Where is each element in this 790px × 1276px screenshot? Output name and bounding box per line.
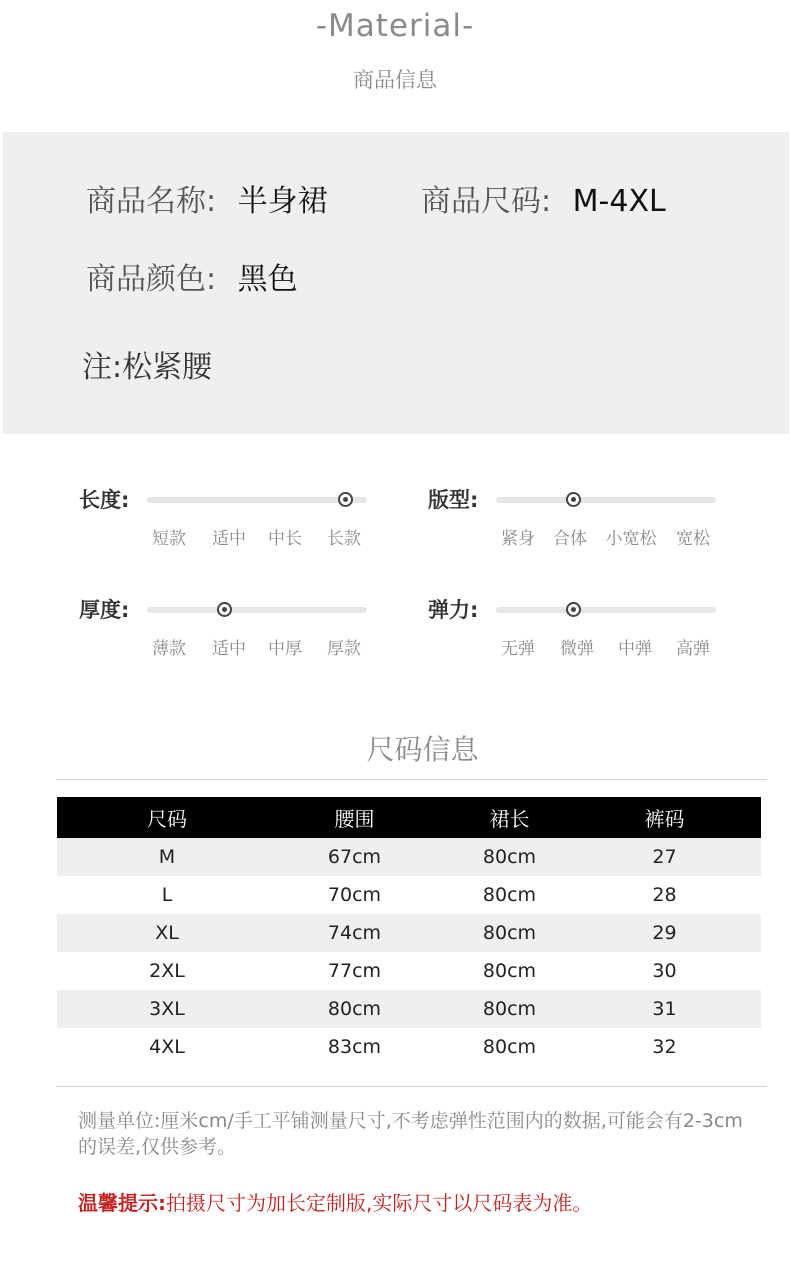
table-cell: L xyxy=(161,884,173,906)
attribute-track xyxy=(147,607,367,613)
attribute-thickness xyxy=(79,594,429,659)
product-color-label: 商品颜色: xyxy=(86,262,217,297)
material-title: -Material- xyxy=(315,8,475,44)
column-header-size: 尺码 xyxy=(57,797,277,838)
table-cell: 80cm xyxy=(482,960,537,982)
table-cell: 30 xyxy=(652,960,677,982)
table-row xyxy=(57,914,761,952)
attribute-option: 适中 xyxy=(212,639,246,659)
attribute-option: 薄款 xyxy=(152,639,186,659)
attribute-elasticity xyxy=(428,594,778,659)
warm-tip-text: 拍摄尺寸为加长定制版,实际尺寸以尺码表为准。 xyxy=(166,1191,593,1215)
table-cell: 70cm xyxy=(327,884,382,906)
attribute-marker xyxy=(217,602,232,617)
attribute-option: 中弹 xyxy=(618,639,652,659)
table-cell: 74cm xyxy=(277,914,432,952)
table-cell: 27 xyxy=(587,838,742,876)
size-table-header xyxy=(57,797,761,838)
table-cell: 4XL xyxy=(149,1036,185,1058)
attribute-track xyxy=(147,497,367,503)
attribute-option: 适中 xyxy=(212,529,246,549)
attribute-option: 小宽松 xyxy=(605,529,657,549)
warm-tip-label: 温馨提示: xyxy=(78,1191,166,1215)
attribute-marker xyxy=(566,602,581,617)
table-row xyxy=(57,952,761,990)
table-cell: 2XL xyxy=(149,960,185,982)
attribute-label: 厚度: xyxy=(79,598,130,622)
size-table xyxy=(57,797,761,1066)
table-cell: 3XL xyxy=(57,990,277,1028)
table-cell: 80cm xyxy=(432,990,587,1028)
attribute-option: 宽松 xyxy=(676,529,710,549)
product-color-row xyxy=(86,254,298,298)
attribute-option: 长款 xyxy=(327,529,361,549)
product-name-value: 半身裙 xyxy=(237,184,328,219)
attribute-option: 无弹 xyxy=(501,639,535,659)
table-cell: 29 xyxy=(587,914,742,952)
attribute-label: 版型: xyxy=(428,488,479,512)
attribute-marker xyxy=(566,492,581,507)
table-cell: M xyxy=(57,838,277,876)
attribute-option: 短款 xyxy=(152,529,186,549)
attribute-track xyxy=(496,497,716,503)
table-cell: 28 xyxy=(652,884,677,906)
product-info-subtitle: 商品信息 xyxy=(353,68,437,92)
attribute-fit xyxy=(428,484,778,549)
table-cell: 31 xyxy=(587,990,742,1028)
product-size-value: M-4XL xyxy=(572,184,666,219)
product-name-label: 商品名称: xyxy=(86,184,217,219)
attribute-marker xyxy=(338,492,353,507)
product-size-label: 商品尺码: xyxy=(421,184,552,219)
product-color-value: 黑色 xyxy=(237,262,298,297)
measurement-note: 测量单位:厘米cm/手工平铺测量尺寸,不考虑弹性范围内的数据,可能会有2-3cm的误差,仅供参考。 xyxy=(78,1110,743,1158)
product-name-row xyxy=(86,176,328,220)
column-header-skirt-length: 裙长 xyxy=(432,797,587,838)
attribute-option: 合体 xyxy=(553,529,587,549)
attribute-length xyxy=(79,484,429,549)
product-note: 注:松紧腰 xyxy=(82,350,213,385)
attribute-option: 高弹 xyxy=(676,639,710,659)
table-row xyxy=(57,1028,761,1066)
attribute-track xyxy=(496,607,716,613)
table-cell: 67cm xyxy=(277,838,432,876)
attribute-option: 中厚 xyxy=(268,639,302,659)
table-cell: 80cm xyxy=(482,884,537,906)
size-info-title: 尺码信息 xyxy=(366,733,479,766)
table-cell: 32 xyxy=(652,1036,677,1058)
warm-tip xyxy=(78,1187,592,1216)
table-cell: 80cm xyxy=(482,1036,537,1058)
table-cell: XL xyxy=(57,914,277,952)
product-size-row xyxy=(421,176,666,220)
attribute-label: 长度: xyxy=(79,488,130,512)
table-cell: 83cm xyxy=(327,1036,382,1058)
table-row xyxy=(57,838,761,876)
table-row xyxy=(57,876,761,914)
table-row xyxy=(57,990,761,1028)
attribute-option: 紧身 xyxy=(501,529,535,549)
attribute-label: 弹力: xyxy=(428,598,479,622)
column-header-pants-size: 裤码 xyxy=(587,797,742,838)
attribute-option: 中长 xyxy=(268,529,302,549)
table-cell: 80cm xyxy=(277,990,432,1028)
divider xyxy=(56,779,767,780)
table-cell: 77cm xyxy=(327,960,382,982)
attribute-option: 微弹 xyxy=(560,639,594,659)
table-cell: 80cm xyxy=(432,838,587,876)
attribute-option: 厚款 xyxy=(327,639,361,659)
table-cell: 80cm xyxy=(432,914,587,952)
divider xyxy=(56,1086,767,1087)
column-header-waist: 腰围 xyxy=(277,797,432,838)
product-info-panel xyxy=(3,132,789,434)
